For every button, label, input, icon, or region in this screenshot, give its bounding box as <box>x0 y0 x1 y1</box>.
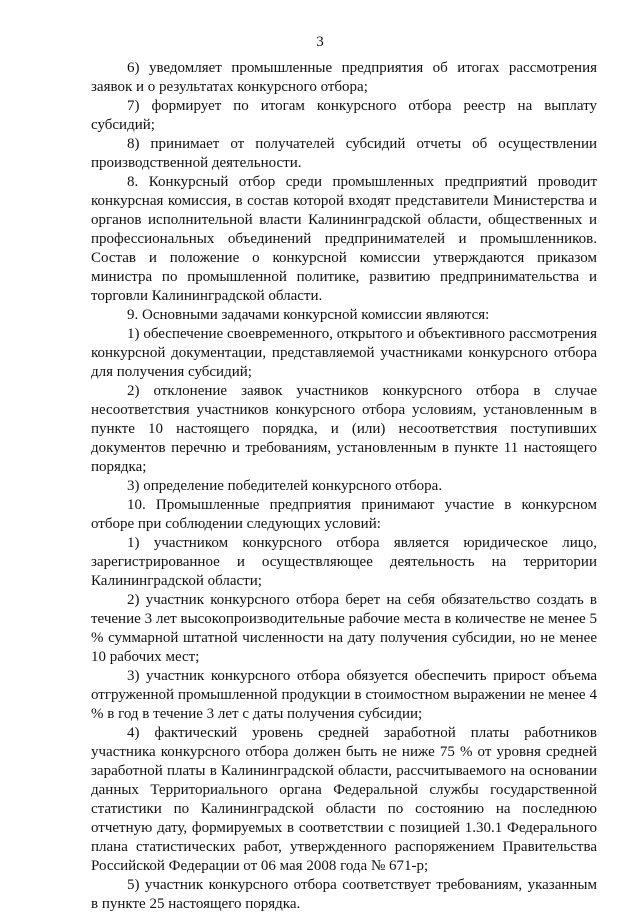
document-body <box>91 59 597 914</box>
paragraph-item-6: 6) уведомляет промышленные предприятия об итогах рассмотрения заявок и о результатах конкурсного отбора; <box>91 60 597 95</box>
paragraph-10-item-5: 5) участник конкурсного отбора соответствует требованиям, указанным в пункте 25 настоящего порядка. <box>91 877 597 912</box>
paragraph-item-7: 7) формирует по итогам конкурсного отбора реестр на выплату субсидий; <box>91 98 597 133</box>
paragraph-9-item-3: 3) определение победителей конкурсного отбора. <box>127 478 443 494</box>
paragraph-10-item-2: 2) участник конкурсного отбора берет на себя обязательство создать в течение 3 лет высокопроизводительные рабочие места в количестве не менее 5 % суммарной штатной численности на дату получения субсидии, но не менее 10 рабочих мест; <box>91 592 597 665</box>
page-number: 3 <box>316 34 324 50</box>
paragraph-section-8: 8. Конкурсный отбор среди промышленных предприятий проводит конкурсная комиссия, в состав которой входят представители Министерства и органов исполнительной власти Калининградской области, общественных и профессиональных объединений предпринимателей и промышленников. Состав и положение о конкурсной комиссии утверждаются приказом министра по промышленной политике, развитию предпринимательства и торговли Калининградской области. <box>91 174 597 304</box>
paragraph-item-8: 8) принимает от получателей субсидий отчеты об осуществлении производственной деятельности. <box>91 136 597 171</box>
paragraph-10-item-4: 4) фактический уровень средней заработной платы работников участника конкурсного отбора должен быть не ниже 75 % от уровня средней заработной платы в Калининградской области, рассчитываемого на основании данных Территориального органа Федеральной службы государственной статистики по Калининградской области по состоянию на последнюю отчетную дату, формируемых в соответствии с позицией 1.30.1 Федерального плана статистических работ, утвержденного распоряжением Правительства Российской Федерации от 06 мая 2008 года № 671-р; <box>91 725 597 874</box>
paragraph-9-item-1: 1) обеспечение своевременного, открытого и объективного рассмотрения конкурсной документации, представляемой участниками конкурсного отбора для получения субсидий; <box>91 326 597 380</box>
paragraph-10-item-1: 1) участником конкурсного отбора является юридическое лицо, зарегистрированное и осуществляющее деятельность на территории Калининградской области; <box>91 535 597 589</box>
paragraph-section-9: 9. Основными задачами конкурсной комиссии являются: <box>127 307 490 323</box>
paragraph-section-10: 10. Промышленные предприятия принимают участие в конкурсном отборе при соблюдении следующих условий: <box>91 497 597 532</box>
paragraph-9-item-2: 2) отклонение заявок участников конкурсного отбора в случае несоответствия участников конкурсного отбора условиям, установленным в пункте 10 настоящего порядка, и (или) несоответствия поступивших документов перечню и требованиям, установленным в пункте 11 настоящего порядка; <box>91 383 597 475</box>
paragraph-10-item-3: 3) участник конкурсного отбора обязуется обеспечить прирост объема отгруженной промышленной продукции в стоимостном выражении не менее 4 % в год в течение 3 лет с даты получения субсидии; <box>91 668 597 722</box>
